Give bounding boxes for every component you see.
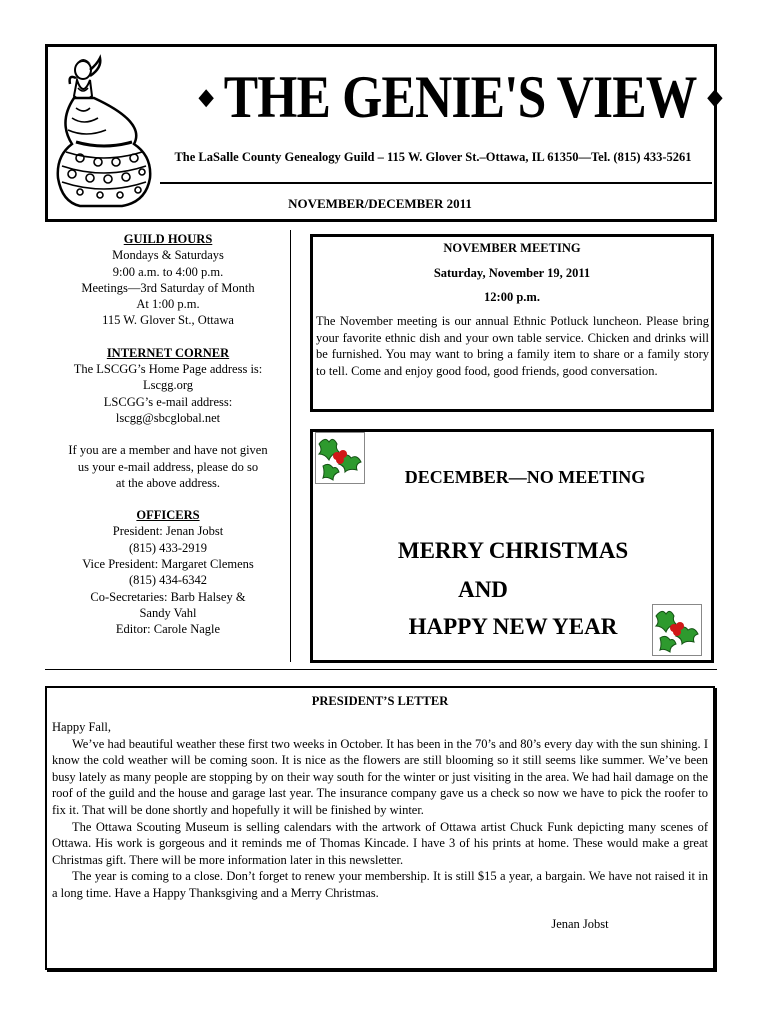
merry-christmas-text: MERRY CHRISTMAS <box>397 538 629 563</box>
title-text: THE GENIE'S VIEW <box>223 64 696 130</box>
guild-hours-line: Mondays & Saturdays <box>112 248 224 263</box>
letter-paragraph: We’ve had beautiful weather these first two weeks in October. It has been in the 70’s and 80’s every day with the sun shining. I know the cold weather will be coming soon. It is nice as the flowers are still blooming so it still seems like summer. We’ve been busy lately as many people are stopping by on their way south for the winter or just visiting in the area. We had hail damage on the roof of the guild and the house and garage last year. The insurance company gave us a check so now we have to pick the roofer to fix it. That will be done shortly and hopefully it will be finished by winter. <box>52 736 708 817</box>
presidents-letter-body <box>52 719 708 902</box>
officer-line: Sandy Vahl <box>139 605 197 620</box>
internet-corner-line: LSCGG’s e-mail address: <box>103 394 233 409</box>
email-link[interactable]: lscgg@sbcglobal.net <box>115 410 221 425</box>
newsletter-title <box>198 62 722 138</box>
column-divider <box>290 230 291 662</box>
holly-icon <box>652 604 702 656</box>
diamond-left-icon: ◆ <box>198 84 213 110</box>
december-no-meeting-title: DECEMBER—NO MEETING <box>404 467 646 487</box>
officers-heading: OFFICERS <box>136 508 200 523</box>
internet-corner-heading: INTERNET CORNER <box>106 345 230 360</box>
officer-line: (815) 433-2919 <box>128 540 208 555</box>
presidents-letter-title: PRESIDENT’S LETTER <box>311 694 449 708</box>
member-note-line: us your e-mail address, please do so <box>77 459 259 474</box>
member-note-line: at the above address. <box>115 475 221 490</box>
diamond-right-icon: ◆ <box>707 84 722 110</box>
guild-address-line: The LaSalle County Genealogy Guild – 115 W. Glover St.–Ottawa, IL 61350—Tel. (815) 433-5261 <box>174 150 692 164</box>
and-text: AND <box>458 577 508 602</box>
left-column <box>52 231 284 638</box>
officer-line: (815) 434-6342 <box>128 573 208 588</box>
masthead-rule <box>160 182 712 184</box>
november-meeting-time: 12:00 p.m. <box>484 290 540 304</box>
november-meeting-date: Saturday, November 19, 2011 <box>433 266 591 280</box>
letter-signature: Jenan Jobst <box>551 917 609 931</box>
letter-paragraph: The year is coming to a close. Don’t forget to renew your membership. It is still $15 a year, a bargain. We have not raised it in a long time. Have a Happy Thanksgiving and a Merry Christmas. <box>52 869 708 900</box>
holly-icon <box>315 432 365 484</box>
letter-greeting: Happy Fall, <box>52 720 112 734</box>
guild-hours-line: 9:00 a.m. to 4:00 p.m. <box>112 264 224 279</box>
officer-line: Co-Secretaries: Barb Halsey & <box>90 589 246 604</box>
issue-date: NOVEMBER/DECEMBER 2011 <box>288 196 472 211</box>
section-rule <box>45 669 717 670</box>
member-note-line: If you are a member and have not given <box>68 443 268 458</box>
internet-corner-line: The LSCGG’s Home Page address is: <box>73 362 263 377</box>
guild-hours-line: At 1:00 p.m. <box>136 297 200 312</box>
guild-hours-line: 115 W. Glover St., Ottawa <box>102 313 234 328</box>
happy-new-year-text: HAPPY NEW YEAR <box>408 614 618 639</box>
genie-logo-icon <box>50 52 160 212</box>
guild-hours-heading: GUILD HOURS <box>123 232 213 246</box>
officer-line: Editor: Carole Nagle <box>115 622 221 637</box>
november-meeting-body: The November meeting is our annual Ethnic Potluck luncheon. Please bring your favorite ethnic dish and your own table service. Chicken and drinks will be furnished. You may want to bring a family item to share or a family story to tell. Come and enjoy good food, good friends, good conversation. <box>316 314 709 378</box>
officer-line: President: Jenan Jobst <box>112 524 224 539</box>
letter-paragraph: The Ottawa Scouting Museum is selling calendars with the artwork of Ottawa artist Chuck Funk depicting many scenes of Ottawa. His work is gorgeous and it reminds me of Thomas Kincade. I have 3 of his prints at home. These would make a great Christmas gift. There will be more information later in this newsletter. <box>52 819 708 867</box>
guild-hours-line: Meetings—3rd Saturday of Month <box>81 280 255 295</box>
officer-line: Vice President: Margaret Clemens <box>82 557 254 572</box>
november-meeting-title: NOVEMBER MEETING <box>443 241 581 255</box>
website-link[interactable]: Lscgg.org <box>142 378 194 393</box>
